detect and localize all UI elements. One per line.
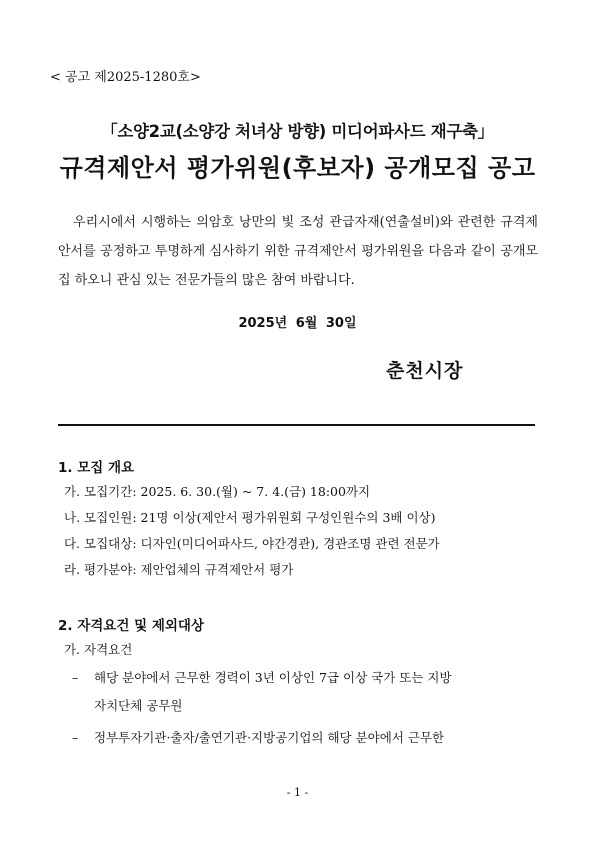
title-main: 규격제안서 평가위원(후보자) 공개모집 공고 (59, 154, 536, 182)
dash-mark: – (72, 730, 79, 745)
section1-item: 라. 평가분야: 제안업체의 규격제안서 평가 (64, 562, 294, 577)
dash-mark: – (72, 670, 79, 685)
issuer-name: 춘천시장 (386, 360, 464, 382)
qualification-bullet (72, 728, 542, 746)
title-project: 「소양2교(소양강 처녀상 방향) 미디어파사드 재구축」 (101, 122, 494, 141)
intro-text: 우리시에서 시행하는 의암호 낭만의 빛 조성 관급자재(연출설비)와 관련한 규격제안서를 공정하고 투명하게 심사하기 위한 규격제안서 평가위원을 다음과 같이 공개모집 하오니 관심 있는 전문가들의 많은 참여 바랍니다. (58, 215, 538, 288)
section1-item: 나. 모집인원: 21명 이상(제안서 평가위원회 구성인원수의 3배 이상) (64, 510, 436, 525)
section2-heading: 2. 자격요건 및 제외대상 (58, 618, 204, 634)
section1-item: 다. 모집대상: 디자인(미디어파사드, 야간경관), 경관조명 관련 전문가 (64, 536, 440, 551)
divider-line (58, 424, 535, 426)
page-number: - 1 - (286, 786, 309, 799)
qualification-text-cont: 자치단체 공무원 (94, 698, 183, 713)
qualification-bullet (72, 668, 542, 686)
section1-item: 가. 모집기간: 2025. 6. 30.(월) ~ 7. 4.(금) 18:00까지 (64, 484, 371, 499)
intro-paragraph (58, 208, 538, 295)
notice-number: < 공고 제2025-1280호> (50, 70, 201, 85)
qualification-text: 정부투자기관·출자/출연기관·지방공기업의 해당 분야에서 근무한 (94, 730, 445, 745)
qualification-text: 해당 분야에서 근무한 경력이 3년 이상인 7급 이상 국가 또는 지방 (94, 670, 452, 685)
section1-heading: 1. 모집 개요 (58, 460, 135, 476)
section2-subheading: 가. 자격요건 (64, 642, 133, 657)
notice-date: 2025년 6월 30일 (238, 316, 357, 331)
